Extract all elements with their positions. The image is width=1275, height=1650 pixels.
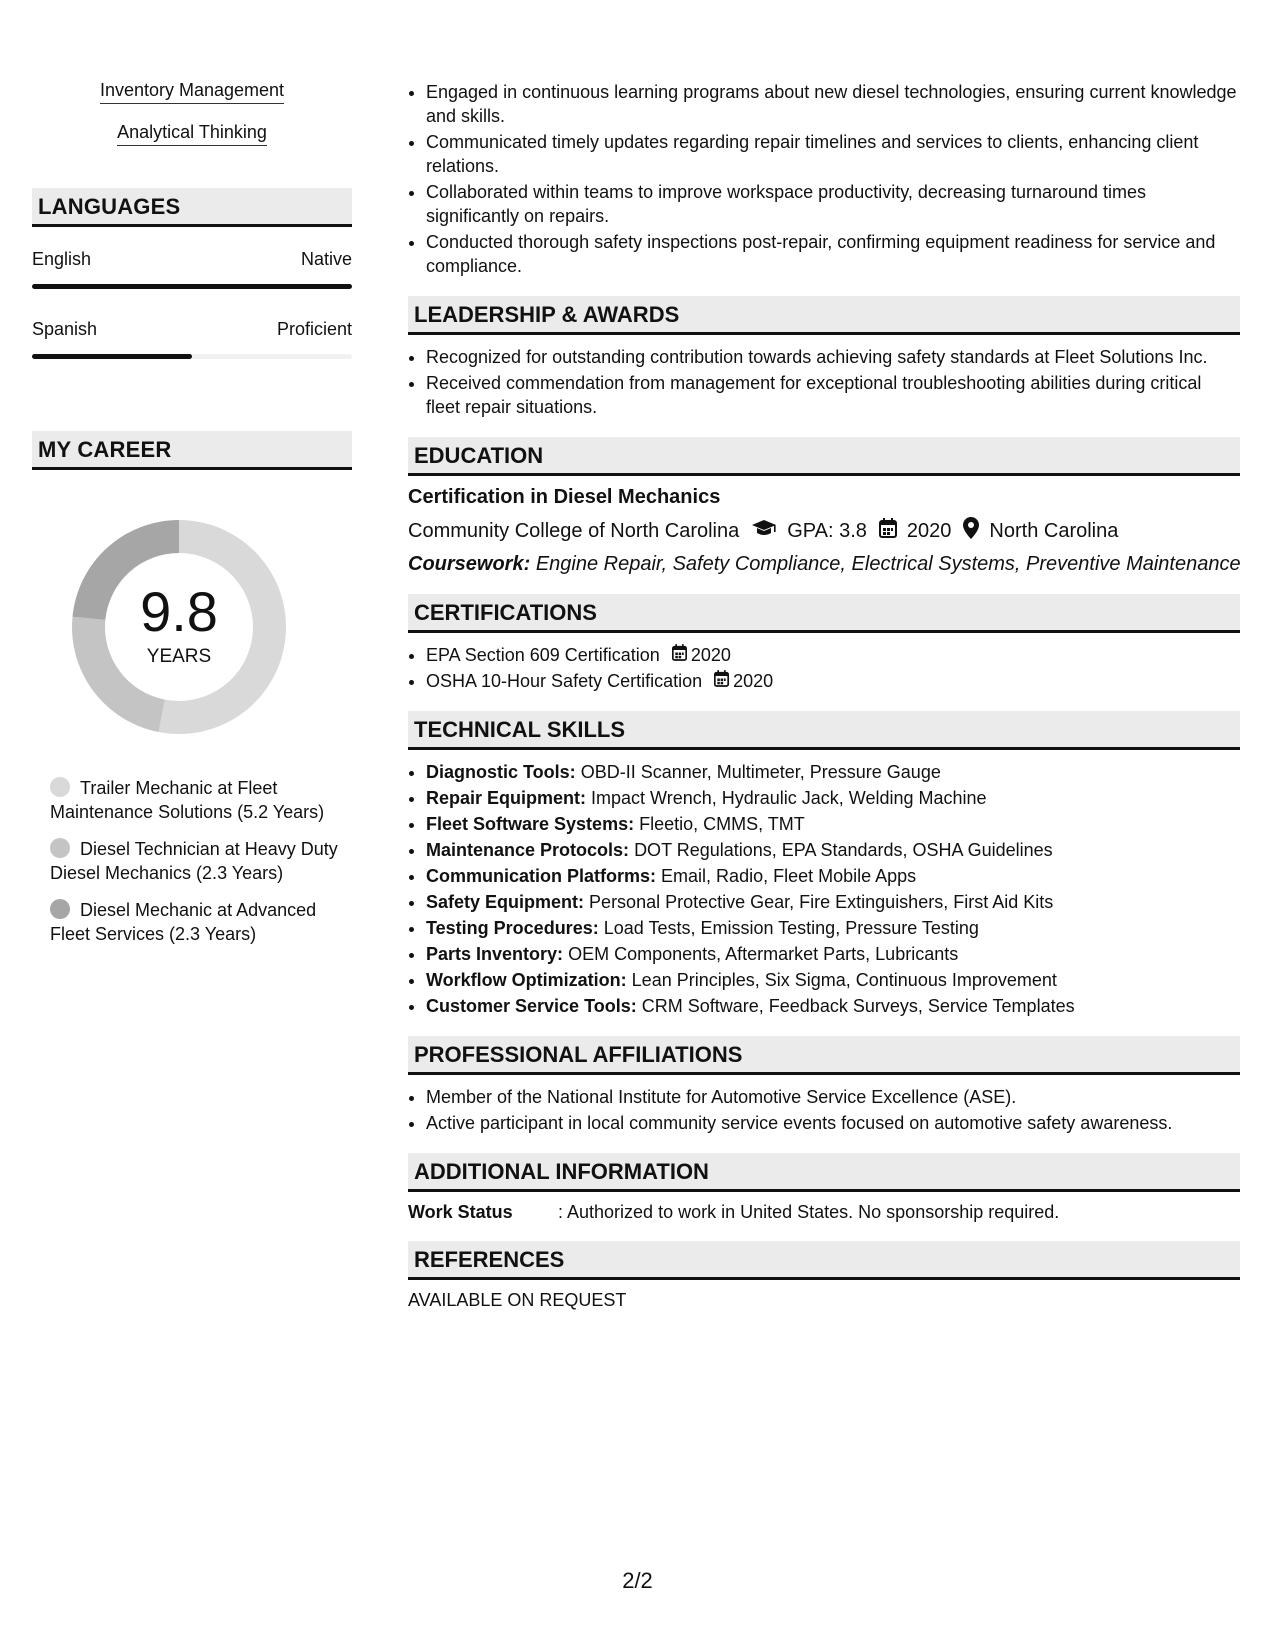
references-heading: REFERENCES xyxy=(408,1241,1240,1280)
left-column xyxy=(32,80,352,959)
certifications-heading: CERTIFICATIONS xyxy=(408,594,1240,633)
experience-bullet: • Engaged in continuous learning programs about new diesel technologies, ensuring current knowledge and skills. xyxy=(426,80,1240,128)
education-location: North Carolina xyxy=(989,519,1119,542)
skill-tag: Analytical Thinking xyxy=(32,122,352,146)
location-pin-icon xyxy=(963,517,979,545)
career-legend-item: Diesel Mechanic at Advanced Fleet Services (2.3 Years) xyxy=(50,900,317,944)
language-level-fill xyxy=(32,284,352,289)
work-status-row xyxy=(408,1202,1240,1223)
calendar-icon xyxy=(714,669,729,693)
affiliation-item: • Active participant in local community service events focused on automotive safety awareness. xyxy=(426,1111,1240,1135)
technical-skill-item: • Safety Equipment: Personal Protective Gear, Fire Extinguishers, First Aid Kits xyxy=(426,890,1240,914)
career-total-years: 9.8 xyxy=(140,580,218,643)
legend-dot-icon xyxy=(50,899,70,919)
certification-year: 2020 xyxy=(733,671,774,691)
leadership-item: • Recognized for outstanding contribution towards achieving safety standards at Fleet Solutions Inc. xyxy=(426,345,1240,369)
affiliation-item: • Member of the National Institute for Automotive Service Excellence (ASE). xyxy=(426,1085,1240,1109)
certification-name: • EPA Section 609 Certification xyxy=(426,645,660,665)
certification-name: • OSHA 10-Hour Safety Certification xyxy=(426,671,703,691)
leadership-heading: LEADERSHIP & AWARDS xyxy=(408,296,1240,335)
language-name: Spanish xyxy=(32,319,98,339)
language-name: English xyxy=(32,249,92,269)
education-school: Community College of North Carolina xyxy=(408,519,740,542)
affiliations-heading: PROFESSIONAL AFFILIATIONS xyxy=(408,1036,1240,1075)
leadership-item: • Received commendation from management for exceptional troubleshooting abilities during critical fleet repair situations. xyxy=(426,371,1240,419)
language-row xyxy=(32,249,352,270)
certification-year: 2020 xyxy=(690,645,731,665)
additional-info-heading: ADDITIONAL INFORMATION xyxy=(408,1153,1240,1192)
work-status-label: Work Status xyxy=(408,1202,513,1222)
language-level-bar xyxy=(32,284,352,289)
technical-skills-heading: TECHNICAL SKILLS xyxy=(408,711,1240,750)
legend-dot-icon xyxy=(50,838,70,858)
career-legend-item: Trailer Mechanic at Fleet Maintenance Solutions (5.2 Years) xyxy=(50,778,325,822)
affiliations-list xyxy=(408,1085,1240,1135)
language-row xyxy=(32,319,352,340)
technical-skill-item: • Diagnostic Tools: OBD-II Scanner, Multimeter, Pressure Gauge xyxy=(426,760,1240,784)
languages-heading: LANGUAGES xyxy=(32,188,352,227)
language-level: Native xyxy=(300,249,352,269)
graduation-cap-icon xyxy=(751,519,777,543)
legend-dot-icon xyxy=(50,777,70,797)
education-heading: EDUCATION xyxy=(408,437,1240,476)
right-column xyxy=(408,80,1240,1311)
education-degree: Certification in Diesel Mechanics xyxy=(408,486,721,508)
technical-skills-list xyxy=(408,760,1240,1018)
certifications-list xyxy=(408,643,1240,693)
language-level-bar xyxy=(32,354,352,359)
technical-skill-item: • Maintenance Protocols: DOT Regulations, EPA Standards, OSHA Guidelines xyxy=(426,838,1240,862)
education-year: 2020 xyxy=(906,519,952,542)
references-text: AVAILABLE ON REQUEST xyxy=(408,1290,627,1310)
career-legend xyxy=(32,776,352,946)
experience-bullet: • Conducted thorough safety inspections post-repair, confirming equipment readiness for service and compliance. xyxy=(426,230,1240,278)
career-heading: MY CAREER xyxy=(32,431,352,470)
technical-skill-item: • Parts Inventory: OEM Components, Aftermarket Parts, Lubricants xyxy=(426,942,1240,966)
language-level-fill xyxy=(32,354,192,359)
technical-skill-item: • Fleet Software Systems: Fleetio, CMMS, TMT xyxy=(426,812,1240,836)
certification-item xyxy=(426,643,1240,667)
education-coursework: Coursework: Engine Repair, Safety Compliance, Electrical Systems, Preventive Maintenance xyxy=(408,553,1241,575)
career-legend-item: Diesel Technician at Heavy Duty Diesel Mechanics (2.3 Years) xyxy=(50,839,338,883)
technical-skill-item: • Testing Procedures: Load Tests, Emission Testing, Pressure Testing xyxy=(426,916,1240,940)
experience-bullet: • Communicated timely updates regarding repair timelines and services to clients, enhancing client relations. xyxy=(426,130,1240,178)
calendar-icon xyxy=(879,518,897,544)
education-details xyxy=(408,517,1240,545)
calendar-icon xyxy=(672,643,687,667)
career-total-unit: YEARS xyxy=(146,646,212,667)
technical-skill-item: • Communication Platforms: Email, Radio, Fleet Mobile Apps xyxy=(426,864,1240,888)
experience-bullet: • Collaborated within teams to improve workspace productivity, decreasing turnaround times significantly on repairs. xyxy=(426,180,1240,228)
technical-skill-item: • Workflow Optimization: Lean Principles, Six Sigma, Continuous Improvement xyxy=(426,968,1240,992)
technical-skill-item: • Repair Equipment: Impact Wrench, Hydraulic Jack, Welding Machine xyxy=(426,786,1240,810)
technical-skill-item: • Customer Service Tools: CRM Software, Feedback Surveys, Service Templates xyxy=(426,994,1240,1018)
page-number: 2/2 xyxy=(622,1568,653,1593)
skill-tag: Inventory Management xyxy=(32,80,352,104)
certification-item xyxy=(426,669,1240,693)
language-level: Proficient xyxy=(276,319,352,339)
leadership-list xyxy=(408,345,1240,419)
career-donut-chart xyxy=(66,514,292,740)
education-gpa: GPA: 3.8 xyxy=(787,519,867,542)
experience-bullets xyxy=(408,80,1240,278)
work-status-value: : Authorized to work in United States. No sponsorship required. xyxy=(558,1202,1060,1222)
